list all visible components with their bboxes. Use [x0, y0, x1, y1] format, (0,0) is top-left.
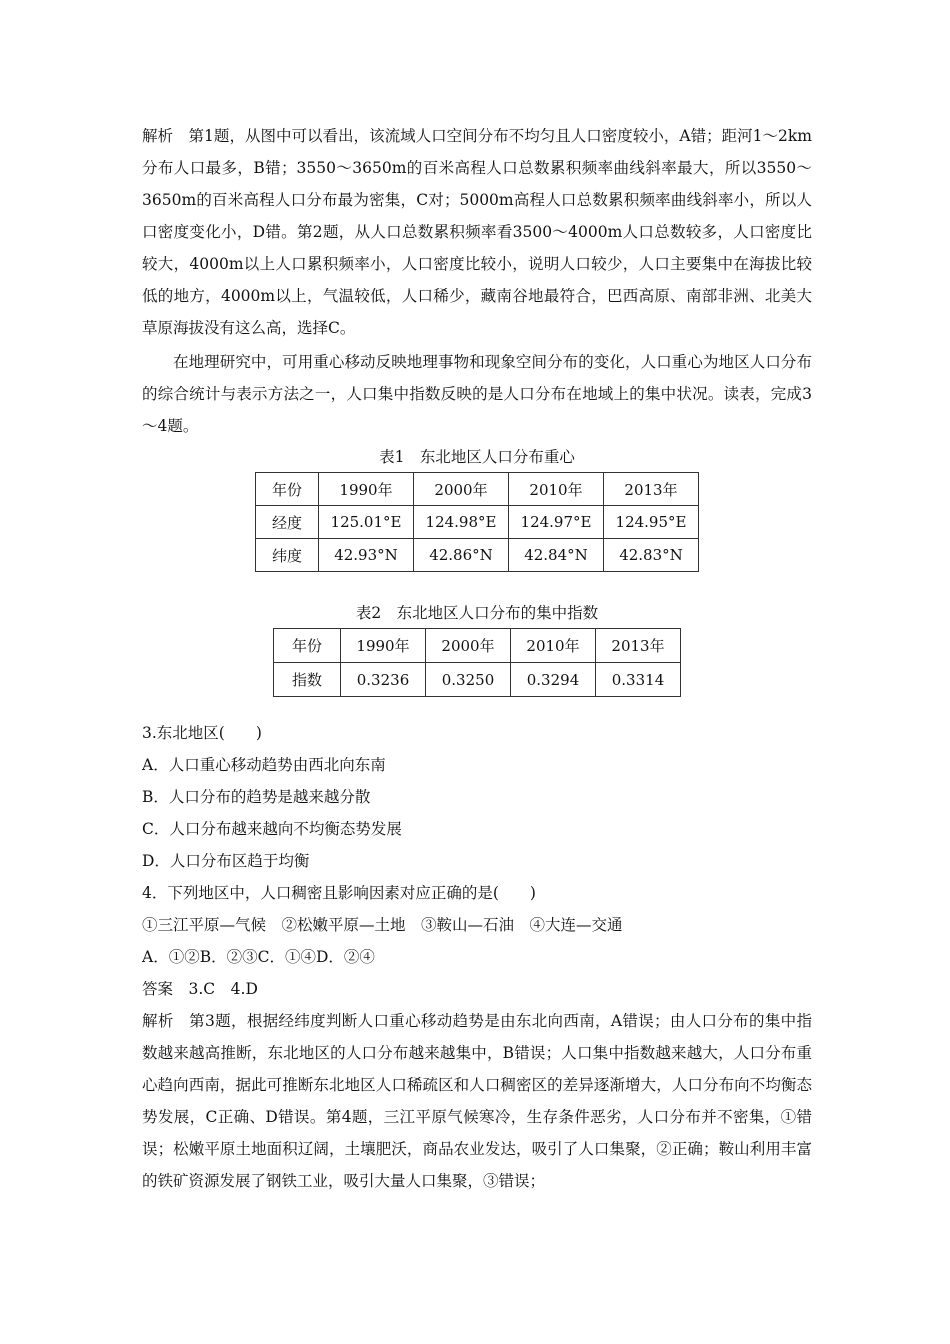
page-content: [142, 120, 812, 1197]
table-cell: 1990年: [341, 629, 426, 663]
table-cell: 2010年: [509, 473, 604, 506]
table-cell: 2013年: [604, 473, 699, 506]
question-4-options: A．①②B．②③C．①④D．②④: [142, 948, 375, 966]
table-cell: 42.86°N: [414, 539, 509, 572]
question-4-stem: 4．下列地区中，人口稠密且影响因素对应正确的是( ): [142, 884, 536, 902]
answer-label: 答案: [142, 980, 174, 998]
answer-line: [142, 973, 812, 1005]
table-cell: 124.98°E: [414, 506, 509, 539]
question-3-option-b: B．人口分布的趋势是越来越分散: [142, 788, 371, 806]
table-cell: 42.93°N: [319, 539, 414, 572]
table-cell: 指数: [274, 663, 341, 697]
table-header-row: [256, 473, 699, 506]
table-cell: 0.3250: [426, 663, 511, 697]
table-cell: 0.3314: [596, 663, 681, 697]
table-cell: 2000年: [426, 629, 511, 663]
table1-caption: 表1 东北地区人口分布重心: [379, 448, 575, 466]
intro-paragraph: 在地理研究中，可用重心移动反映地理事物和现象空间分布的变化，人口重心为地区人口分布的综合统计与表示方法之一，人口集中指数反映的是人口分布在地域上的集中状况。读表，完成3～4题。: [142, 353, 812, 435]
table-cell: 年份: [274, 629, 341, 663]
question-block: [142, 717, 812, 1197]
table-cell: 1990年: [319, 473, 414, 506]
analysis-text: 第1题，从图中可以看出，该流域人口空间分布不均匀且人口密度较小，A错；距河1～2km分布人口最多，B错；3550～3650m的百米高程人口总数累积频率曲线斜率最大，所以3550～3650m的百米高程人口分布最为密集，C对；5000m高程人口总数累积频率曲线斜率小，所以人口密度变化小，D错。第2题，从人口总数累积频率看3500～4000m人口总数较多，人口密度比较大，4000m以上人口累积频率小，人口密度比较小，说明人口较少，人口主要集中在海拔比较低的地方，4000m以上，气温较低，人口稀少，藏南谷地最符合，巴西高原、南部非洲、北美大草原海拔没有这么高，选择C。: [142, 127, 812, 337]
table-row: [274, 663, 681, 697]
table-cell: 0.3294: [511, 663, 596, 697]
table-cell: 经度: [256, 506, 319, 539]
question-4-items: ①三江平原—气候 ②松嫩平原—土地 ③鞍山—石油 ④大连—交通: [142, 916, 623, 934]
question-3-option-c: C．人口分布越来越向不均衡态势发展: [142, 820, 402, 838]
analysis-label: 解析: [142, 1012, 174, 1030]
analysis-paragraph-2: [142, 1005, 812, 1197]
question-3-option-d: D．人口分布区趋于均衡: [142, 852, 310, 870]
table-cell: 124.95°E: [604, 506, 699, 539]
population-center-table: [255, 472, 699, 572]
question-3-stem: 3.东北地区( ): [142, 724, 262, 742]
table-cell: 0.3236: [341, 663, 426, 697]
table-cell: 42.84°N: [509, 539, 604, 572]
table-header-row: [274, 629, 681, 663]
table-cell: 124.97°E: [509, 506, 604, 539]
analysis-label: 解析: [142, 127, 174, 145]
analysis-text: 第3题，根据经纬度判断人口重心移动趋势是由东北向西南，A错误；由人口分布的集中指数越来越高推断，东北地区的人口分布越来越集中，B错误；人口集中指数越来越大，人口分布重心趋向西南，据此可推断东北地区人口稀疏区和人口稠密区的差异逐渐增大，人口分布向不均衡态势发展，C正确、D错误。第4题，三江平原气候寒冷，生存条件恶劣，人口分布并不密集，①错误；松嫩平原土地面积辽阔，土壤肥沃，商品农业发达，吸引了人口集聚，②正确；鞍山利用丰富的铁矿资源发展了钢铁工业，吸引大量人口集聚，③错误；: [142, 1012, 812, 1190]
table-cell: 2010年: [511, 629, 596, 663]
table-cell: 2013年: [596, 629, 681, 663]
table-row: [256, 506, 699, 539]
table-cell: 纬度: [256, 539, 319, 572]
table2-caption: 表2 东北地区人口分布的集中指数: [355, 604, 599, 622]
concentration-index-table: [273, 628, 681, 697]
table-cell: 年份: [256, 473, 319, 506]
table-cell: 125.01°E: [319, 506, 414, 539]
table-row: [256, 539, 699, 572]
table-cell: 2000年: [414, 473, 509, 506]
question-3-option-a: A．人口重心移动趋势由西北向东南: [142, 756, 386, 774]
analysis-paragraph-1: [142, 120, 812, 344]
answer-text: 3.C 4.D: [188, 980, 258, 998]
table-cell: 42.83°N: [604, 539, 699, 572]
